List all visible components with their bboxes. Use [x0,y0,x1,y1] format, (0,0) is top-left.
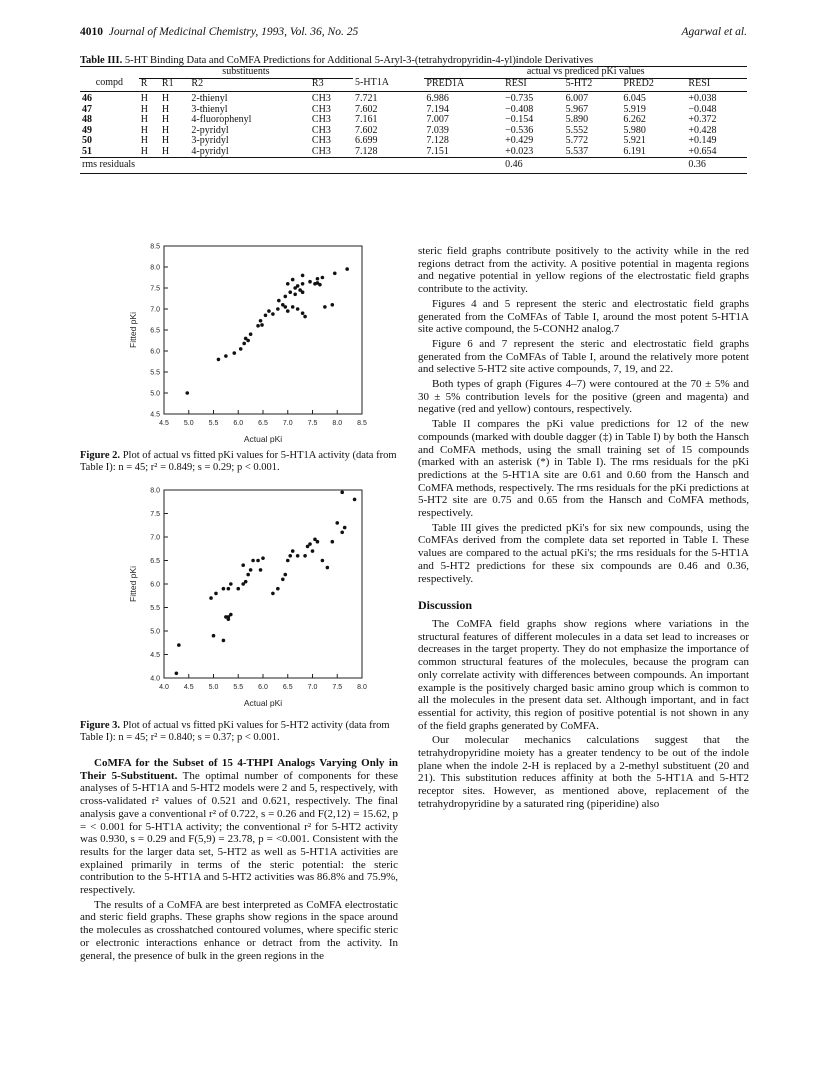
table-cell: +0.023 [505,145,534,157]
table-cell: 3-thienyl [191,103,228,115]
table-row [80,136,747,147]
data-point [301,290,305,294]
right-paragraph-5: Table III gives the predicted pKi's for six new compounds, using the CoMFAs derived from the complete data set reported in Table I. These values are compared to the actual pKi's; the rms residuals for the 5-HT1A and 5-HT2 predictions for these six compounds are 0.46 and 0.36, respectively. [418,521,749,585]
y-tick-label: 8.5 [150,243,160,251]
data-table [80,66,747,174]
data-point [249,568,253,572]
column-header: R [140,77,148,89]
right-paragraph-2: Figure 6 and 7 represent the steric and electrostatic field graphs generated from the CoMFAs of Table I, around the relatively more potent and selective 5-HT2 site active compounds, 7, 19, and 22. [418,337,749,376]
x-tick-label: 6.5 [282,684,293,691]
table-cell: H [161,135,170,146]
data-point [271,592,275,596]
data-point [316,540,320,544]
data-point [286,559,290,563]
data-point [244,337,248,341]
column-header: R3 [311,77,324,89]
table-cell: CH3 [311,103,331,115]
data-point [264,314,268,318]
x-tick-label: 7.5 [332,684,343,691]
table-cell: 6.986 [426,93,449,104]
data-point [236,587,240,591]
table-cell: +0.654 [688,145,717,157]
data-point [281,303,285,307]
data-point [261,556,265,560]
data-point [246,573,250,577]
data-point [283,295,287,299]
data-point [316,277,320,281]
y-axis-label: Fitted pKi [128,312,138,348]
data-point [244,580,248,584]
x-tick-label: 5.5 [208,420,219,427]
table-cell: 5.921 [623,135,646,146]
table-cell: H [140,93,149,104]
data-point [308,280,312,284]
right-paragraph-1: Figures 4 and 5 represent the steric and electrostatic field graphs generated from the CoMFAs of Table I, around the most potent 5-HT1A site active compound, the 5-CONH2 analog.7 [418,297,749,336]
data-point [353,498,357,502]
table-cell: H [140,145,149,157]
page-number: 4010 [80,26,103,38]
discussion-heading: Discussion [418,598,473,613]
y-tick-label: 6.0 [150,348,160,356]
data-point [177,643,181,647]
data-point [239,347,243,351]
column-header: RESI [688,77,711,89]
data-point [256,324,260,328]
data-point [276,307,280,311]
table-cell: −0.536 [505,124,534,136]
table-cell: 2-thienyl [191,93,228,104]
table-cell: 4-pyridyl [191,145,229,157]
table-cell: 7.039 [426,124,449,136]
data-point [323,305,327,309]
column-header: PRED1A [426,77,465,89]
table-cell: −0.408 [505,103,534,115]
table-cell: 5.919 [623,103,646,115]
data-point [303,554,307,558]
table-cell: CH3 [311,93,331,104]
column-header: PRED2 [623,77,654,89]
table-header-row [80,78,747,92]
x-tick-label: 8.0 [357,684,367,691]
table-cell: 7.721 [355,93,378,104]
data-point [296,307,300,311]
x-tick-label: 5.0 [208,684,219,691]
x-tick-label: 6.5 [258,420,268,427]
data-point [340,531,344,535]
table-cell: 6.262 [623,114,646,125]
rms-label: rms residuals [82,159,136,170]
table-cell: H [161,114,170,125]
figure-2-caption [80,450,398,474]
table-cell: +0.428 [688,124,717,136]
table-cell: H [140,124,149,136]
table-cell: 5.552 [565,124,589,136]
discussion-paragraph-2: Our molecular mechanics calculations suggest that the tetrahydropyridine moiety has a greater tendency to be out of the indole plane when the indole 2-H is replaced by a 2-methyl substituent (20 and 21). This substitution reduces affinity at both the 5-HT1A and 5-HT2 receptor sites. However, as mentioned above, replacement of the tetrahydropyridine by a saturated ring (piperidine) also [418,734,749,810]
y-tick-label: 6.5 [150,327,160,335]
data-point [303,315,307,319]
x-tick-label: 6.0 [258,684,268,691]
running-header [80,26,747,42]
column-header: 5-HT2 [565,77,593,89]
table-cell: 46 [82,93,92,104]
data-point [224,354,228,358]
data-point [249,332,253,336]
data-point [283,573,287,577]
data-point [331,303,335,307]
table-row [80,147,747,158]
table-row [80,92,747,105]
data-point [217,358,221,362]
table-cell: 48 [82,114,92,125]
table-cell: −0.735 [505,93,534,104]
table-row [80,126,747,137]
data-point [260,323,264,327]
data-point [271,312,275,316]
column-header: R1 [161,77,174,89]
table-cell: 49 [82,124,92,136]
table-cell: 6.699 [355,135,378,146]
y-axis-label: Fitted pKi [128,566,138,602]
journal-name: Journal of Medicinal Chemistry, [108,26,259,38]
table-cell: 50 [82,135,92,146]
data-point [242,342,246,346]
section-heading-comfa-subset: CoMFA for the Subset of 15 4-THPI Analogs Varying Only in Their 5-Substituent. [80,757,398,782]
data-point [343,526,347,530]
authors: Agarwal et al. [681,26,747,38]
table-cell: 6.007 [565,93,589,104]
data-point [286,282,290,286]
data-point [326,566,330,570]
data-point [232,351,236,355]
y-tick-label: 4.5 [150,652,160,659]
y-tick-label: 7.5 [150,285,160,293]
x-tick-label: 5.5 [233,684,244,691]
table-cell: 5.537 [565,145,589,157]
column-header: R2 [191,77,204,89]
x-tick-label: 7.5 [307,420,318,427]
y-tick-label: 5.5 [150,369,160,377]
data-point [214,592,218,596]
data-point [286,309,290,313]
x-tick-label: 8.0 [332,420,343,427]
figure-3-text: Plot of actual vs fitted pKi values for 5-HT2 activity (data from Table I): n = 45; r² = 0.840; s = 0.37; p < 0.001. [80,720,390,743]
rms-row [80,158,747,174]
data-point [301,274,305,278]
x-tick-label: 8.5 [357,420,367,427]
table-body [80,92,747,158]
table-cell: CH3 [311,124,331,136]
y-tick-label: 4.0 [150,675,160,683]
table-cell: −0.154 [505,114,534,125]
data-point [175,672,179,676]
data-point [318,283,322,287]
table-cell: CH3 [311,145,331,157]
figure-3-scatter [112,484,374,714]
table-cell: 7.602 [355,124,378,136]
table-title: 5-HT Binding Data and CoMFA Predictions for Additional 5-Aryl-3-(tetrahydropyridin-4-yl)indole Derivatives [124,55,594,66]
data-point [259,568,263,572]
data-point [308,542,312,546]
data-point [335,521,339,525]
data-point [293,293,297,297]
data-point [301,282,305,286]
table-cell: 6.191 [623,145,646,157]
y-tick-label: 5.5 [150,605,160,612]
data-point [267,309,271,313]
x-tick-label: 7.0 [282,420,293,427]
table-cell: 7.128 [426,135,449,146]
data-point [251,559,255,563]
table-cell: 3-pyridyl [191,135,229,146]
y-tick-label: 5.0 [150,390,160,398]
table-cell: 7.151 [426,145,449,157]
left-paragraph-2: The results of a CoMFA are best interpreted as CoMFA electrostatic and steric field graphs. These graphs show regions in the space around the molecules as crosshatched contoured volumes, where specific steric or electronic interactions enhance or detract from the activity. In general, the presence of bulk in the green regions in the [80,898,398,962]
data-point [296,284,300,288]
table-cell: 7.128 [355,145,378,157]
table-cell: 5.772 [565,135,589,146]
table-label: Table III. [80,55,123,66]
right-column [418,245,749,813]
table-cell: 7.194 [426,103,449,115]
left-paragraph-1: The optimal number of components for these analyses of 5-HT1A and 5-HT2 models were 2 and 5, respectively, with cross-validated r² values of 0.521 and 0.621, respectively. The final analysis gave a conventional r² of 0.722, s = 0.26 and F(2,12) = 15.62, p = < 0.001 for 5-HT1A activity; the conventional r² for 5-HT2 activity was 0.930, s = 0.29 and F(5,9) = 23.78, p = <0.001. Consistent with the results for the larger data set, 5-HT2 as well as 5-HT1A activities are explained primarily in terms of the steric potential: the steric contribution to the 5-HT1A and 5-HT2 activities was 86.8% and 75.9%, respectively. [80,769,398,897]
group-substituents: substituents [139,67,353,79]
table-cell: +0.372 [688,114,717,125]
data-point [241,563,245,567]
table-cell: H [140,135,149,146]
figure-3-label: Figure 3. [80,720,121,731]
right-paragraph-3: Both types of graph (Figures 4–7) were contoured at the 70 ± 5% and 30 ± 5% contribution levels for the positive (green and magenta) and negative (red and yellow) contours, respectively. [418,378,749,416]
left-column [80,757,398,964]
data-point [281,578,285,582]
table-caption [80,55,760,66]
table-cell: 5.980 [623,124,646,136]
table-cell: 5.890 [565,114,589,125]
x-tick-label: 7.0 [307,684,318,691]
discussion-paragraph-1: The CoMFA field graphs show regions where variations in the structural features of different molecules in a data set lead to increases or decreases in the target property. They do not emphasize the importance of common structural features of the molecules, because the program can only correlate activity with differences between compounds. An important example is the positively charged basic amino group which is common to all the molecules in the present data set. Although important, and in fact essential for activity, this region of positive potential is not shown in any of the field graphs generated by CoMFA. [418,617,749,732]
data-point [212,634,216,638]
right-paragraph-4: Table II compares the pKi value predictions for 12 of the new compounds (marked with double dagger (‡) in Table I) by both the Hansch and CoMFA methods, using the small training set of 15 compounds (marked with an asterisk (*) in Table I). The rms residuals for the pKi predictions at the 5-HT1A site are 0.61 and 0.60 from the Hansch and CoMFA methods, respectively. The rms residuals for the pKi predictions at 5-HT2 site are 0.75 and 0.65 from the Hansch and CoMFA methods, respectively. [418,418,749,520]
table-cell: 2-pyridyl [191,124,229,136]
table-cell: CH3 [311,114,331,125]
data-point [185,391,189,395]
x-tick-label: 4.0 [159,684,169,691]
table-cell: 7.602 [355,103,378,115]
table-cell: H [161,93,170,104]
table-cell: H [140,103,149,115]
y-tick-label: 4.5 [150,411,160,419]
table-cell: CH3 [311,135,331,146]
data-point [222,587,226,591]
table-row [80,115,747,126]
right-paragraph-0: steric field graphs contribute positively to the activity while in the red regions detract from the activity. A positive potential in magenta regions and negative potential in yellow regions of the electrostatic field graphs contribute to the activity. [418,245,749,296]
data-point [209,596,213,600]
y-tick-label: 6.0 [150,581,160,589]
data-point [321,559,325,563]
figure-2-text: Plot of actual vs fitted pKi values for 5-HT1A activity (data from Table I): n = 45; r² = 0.849; s = 0.29; p < 0.001. [80,450,397,473]
plot-frame [164,490,362,678]
data-point [276,587,280,591]
x-tick-label: 5.0 [183,420,194,427]
y-tick-label: 8.0 [150,487,160,495]
data-point [227,587,231,591]
table-cell: +0.038 [688,93,717,104]
x-axis-label: Actual pKi [243,434,283,444]
table-cell: 47 [82,103,92,115]
column-header: compd [95,77,123,89]
table-cell: +0.429 [505,135,534,146]
data-point [301,311,305,315]
y-tick-label: 6.5 [150,558,160,565]
table-cell: 4-fluorophenyl [191,114,252,125]
data-point [333,272,337,276]
data-point [296,554,300,558]
table-cell: H [161,103,170,115]
data-point [340,491,344,495]
table-cell: 6.045 [623,93,646,104]
rms-1a: 0.46 [505,159,523,170]
group-pki: actual vs prediced pKi values [424,67,747,79]
data-point [331,540,335,544]
column-header: 5-HT1A [355,77,389,89]
y-tick-label: 5.0 [150,628,160,636]
table-cell: 7.161 [355,114,378,125]
y-tick-label: 7.0 [150,306,160,314]
data-point [345,267,349,271]
figure-3-caption [80,720,398,744]
x-axis-label: Actual pKi [243,698,283,708]
figure-2-scatter [112,240,374,450]
data-point [291,305,295,309]
column-header: RESI [505,77,527,89]
table-row [80,105,747,116]
data-point [311,549,315,553]
table-cell: H [161,124,170,136]
figure-2-label: Figure 2. [80,450,121,461]
rms-2: 0.36 [688,159,706,170]
table-cell: 7.007 [426,114,449,125]
y-tick-label: 7.5 [150,511,160,518]
journal-volume: 1993, Vol. 36, No. 25 [261,26,359,38]
table-cell: −0.048 [688,103,717,115]
plot-frame [164,246,362,414]
y-tick-label: 8.0 [150,264,160,272]
data-point [321,276,325,280]
data-point [222,639,226,643]
x-tick-label: 4.5 [183,684,194,691]
data-point [288,290,292,294]
table-cell: H [140,114,149,125]
data-point [229,582,233,586]
data-point [229,613,233,617]
data-point [291,278,295,282]
x-tick-label: 6.0 [233,420,244,427]
data-point [256,559,260,563]
data-point [288,554,292,558]
data-point [277,299,281,303]
table-cell: H [161,145,170,157]
data-point [291,549,295,553]
data-point [259,319,263,323]
x-tick-label: 4.5 [159,420,169,427]
table-cell: +0.149 [688,135,717,146]
table-cell: 51 [82,145,92,157]
table-cell: 5.967 [565,103,589,115]
y-tick-label: 7.0 [150,534,160,542]
